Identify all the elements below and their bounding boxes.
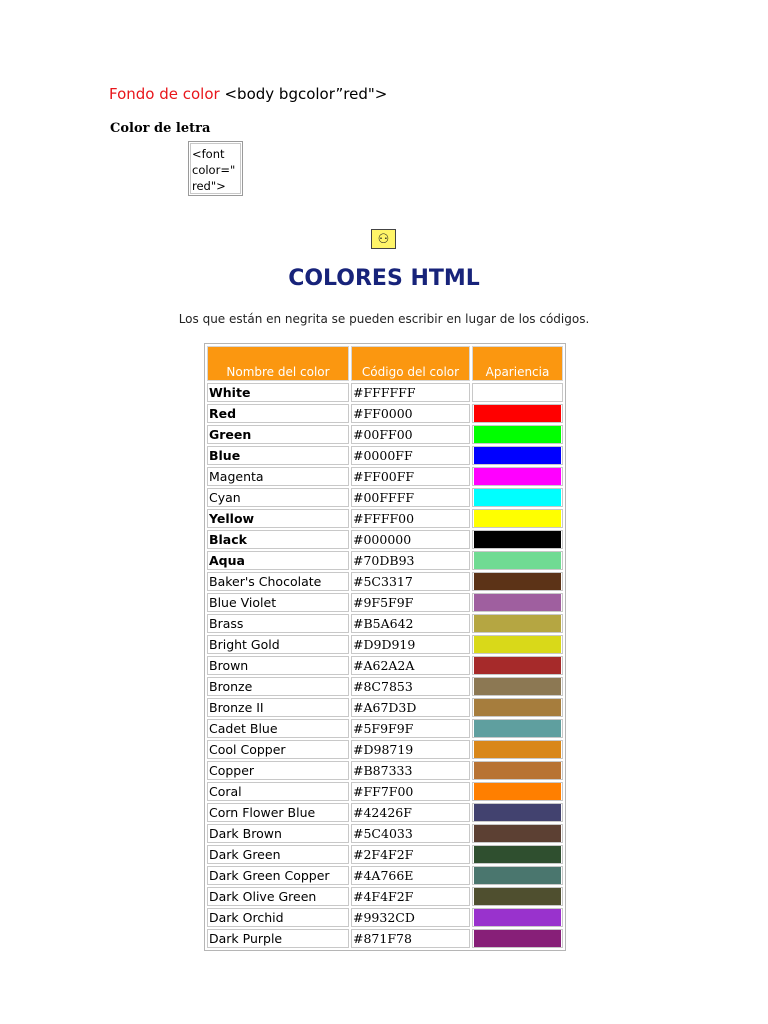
table-row xyxy=(207,908,563,927)
color-swatch-cell xyxy=(472,509,563,528)
color-code-cell: #871F78 xyxy=(351,929,470,948)
color-name-cell: Magenta xyxy=(207,467,349,486)
page-subtitle: Los que están en negrita se pueden escribir en lugar de los códigos. xyxy=(178,312,590,326)
colors-table xyxy=(204,343,566,951)
color-code-cell: #000000 xyxy=(351,530,470,549)
color-swatch-cell xyxy=(472,677,563,696)
color-code-cell: #4A766E xyxy=(351,866,470,885)
color-swatch xyxy=(474,720,561,737)
color-swatch xyxy=(474,657,561,674)
color-code-cell: #70DB93 xyxy=(351,551,470,570)
color-code-cell: #8C7853 xyxy=(351,677,470,696)
color-name-cell: Brass xyxy=(207,614,349,633)
color-name-cell: Baker's Chocolate xyxy=(207,572,349,591)
color-swatch-cell xyxy=(472,656,563,675)
color-name-cell: Corn Flower Blue xyxy=(207,803,349,822)
background-color-code: <body bgcolor”red"> xyxy=(224,85,388,103)
color-swatch-cell xyxy=(472,614,563,633)
color-name-cell: Coral xyxy=(207,782,349,801)
table-row xyxy=(207,866,563,885)
table-row xyxy=(207,509,563,528)
color-code-cell: #FF00FF xyxy=(351,467,470,486)
color-swatch xyxy=(474,825,561,842)
color-name-cell: Bright Gold xyxy=(207,635,349,654)
header-appearance: Apariencia xyxy=(472,346,563,381)
color-name-cell: Dark Olive Green xyxy=(207,887,349,906)
table-row xyxy=(207,593,563,612)
color-swatch xyxy=(474,846,561,863)
color-swatch xyxy=(474,741,561,758)
color-name-cell: Dark Purple xyxy=(207,929,349,948)
color-swatch xyxy=(474,636,561,653)
header-color-name: Nombre del color xyxy=(207,346,349,381)
color-code-cell: #5C4033 xyxy=(351,824,470,843)
color-swatch xyxy=(474,762,561,779)
table-row xyxy=(207,845,563,864)
color-name-cell: Copper xyxy=(207,761,349,780)
color-name-cell: Cadet Blue xyxy=(207,719,349,738)
table-row xyxy=(207,530,563,549)
color-swatch-cell xyxy=(472,635,563,654)
color-name-cell: Aqua xyxy=(207,551,349,570)
table-body xyxy=(207,383,563,948)
color-code-cell: #4F4F2F xyxy=(351,887,470,906)
table-row xyxy=(207,425,563,444)
color-name-cell: Dark Orchid xyxy=(207,908,349,927)
color-name-cell: Dark Green xyxy=(207,845,349,864)
table-row xyxy=(207,383,563,402)
background-color-line xyxy=(109,85,387,103)
color-swatch-cell xyxy=(472,887,563,906)
table-row xyxy=(207,782,563,801)
color-swatch xyxy=(474,510,561,527)
color-name-cell: Dark Green Copper xyxy=(207,866,349,885)
color-swatch-cell xyxy=(472,845,563,864)
color-swatch xyxy=(474,909,561,926)
color-swatch xyxy=(474,783,561,800)
color-code-cell: #9932CD xyxy=(351,908,470,927)
table-row xyxy=(207,404,563,423)
table-row xyxy=(207,446,563,465)
color-swatch xyxy=(474,804,561,821)
color-code-cell: #FF0000 xyxy=(351,404,470,423)
color-name-cell: Cyan xyxy=(207,488,349,507)
color-code-cell: #00FFFF xyxy=(351,488,470,507)
color-name-cell: Black xyxy=(207,530,349,549)
color-swatch xyxy=(474,468,561,485)
color-swatch-cell xyxy=(472,908,563,927)
color-swatch xyxy=(474,573,561,590)
color-code-cell: #5F9F9F xyxy=(351,719,470,738)
color-swatch-cell xyxy=(472,803,563,822)
color-code-cell: #2F4F2F xyxy=(351,845,470,864)
color-swatch-cell xyxy=(472,404,563,423)
table-row xyxy=(207,761,563,780)
header-color-code: Código del color xyxy=(351,346,470,381)
color-swatch xyxy=(474,699,561,716)
color-code-cell: #42426F xyxy=(351,803,470,822)
background-color-label: Fondo de color xyxy=(109,85,220,103)
color-swatch xyxy=(474,867,561,884)
color-code-cell: #00FF00 xyxy=(351,425,470,444)
table-row xyxy=(207,614,563,633)
color-swatch xyxy=(474,426,561,443)
color-name-cell: Blue xyxy=(207,446,349,465)
table-row xyxy=(207,572,563,591)
color-name-cell: Yellow xyxy=(207,509,349,528)
table-row xyxy=(207,467,563,486)
color-swatch-cell xyxy=(472,719,563,738)
color-swatch xyxy=(474,615,561,632)
color-name-cell: Bronze xyxy=(207,677,349,696)
color-swatch xyxy=(474,489,561,506)
color-code-cell: #9F5F9F xyxy=(351,593,470,612)
color-swatch xyxy=(474,531,561,548)
table-row xyxy=(207,803,563,822)
table-row xyxy=(207,635,563,654)
color-name-cell: Red xyxy=(207,404,349,423)
color-swatch-cell xyxy=(472,530,563,549)
color-code-cell: #5C3317 xyxy=(351,572,470,591)
color-swatch xyxy=(474,405,561,422)
table-row xyxy=(207,698,563,717)
color-code-cell: #A62A2A xyxy=(351,656,470,675)
table-row xyxy=(207,824,563,843)
font-code-text: <font color=" red"> xyxy=(190,143,241,194)
color-code-cell: #B87333 xyxy=(351,761,470,780)
page-title: COLORES HTML xyxy=(288,266,480,291)
table-row xyxy=(207,656,563,675)
table-header-row xyxy=(207,346,563,381)
color-swatch xyxy=(474,384,561,401)
color-swatch-cell xyxy=(472,929,563,948)
color-code-cell: #A67D3D xyxy=(351,698,470,717)
color-swatch xyxy=(474,552,561,569)
color-swatch-cell xyxy=(472,593,563,612)
color-name-cell: Blue Violet xyxy=(207,593,349,612)
toolbar-glyph-icon[interactable]: ⚇ xyxy=(371,229,396,249)
color-swatch-cell xyxy=(472,488,563,507)
color-swatch xyxy=(474,930,561,947)
color-name-cell: White xyxy=(207,383,349,402)
color-name-cell: Dark Brown xyxy=(207,824,349,843)
color-swatch-cell xyxy=(472,761,563,780)
color-swatch-cell xyxy=(472,572,563,591)
color-swatch xyxy=(474,678,561,695)
table-row xyxy=(207,929,563,948)
color-code-cell: #0000FF xyxy=(351,446,470,465)
color-name-cell: Brown xyxy=(207,656,349,675)
color-code-cell: #D9D919 xyxy=(351,635,470,654)
color-swatch-cell xyxy=(472,467,563,486)
table-row xyxy=(207,488,563,507)
color-swatch-cell xyxy=(472,698,563,717)
table-row xyxy=(207,719,563,738)
color-code-cell: #FFFFFF xyxy=(351,383,470,402)
font-code-box xyxy=(188,141,243,196)
color-swatch-cell xyxy=(472,383,563,402)
table-row xyxy=(207,551,563,570)
table-row xyxy=(207,740,563,759)
color-swatch-cell xyxy=(472,425,563,444)
color-swatch-cell xyxy=(472,824,563,843)
color-name-cell: Bronze II xyxy=(207,698,349,717)
color-code-cell: #FFFF00 xyxy=(351,509,470,528)
color-swatch xyxy=(474,594,561,611)
color-swatch-cell xyxy=(472,782,563,801)
color-swatch xyxy=(474,888,561,905)
color-code-cell: #FF7F00 xyxy=(351,782,470,801)
color-swatch-cell xyxy=(472,446,563,465)
color-name-cell: Cool Copper xyxy=(207,740,349,759)
color-name-cell: Green xyxy=(207,425,349,444)
color-code-cell: #B5A642 xyxy=(351,614,470,633)
table-row xyxy=(207,677,563,696)
font-color-heading: Color de letra xyxy=(110,121,211,136)
color-code-cell: #D98719 xyxy=(351,740,470,759)
color-swatch xyxy=(474,447,561,464)
color-swatch-cell xyxy=(472,551,563,570)
table-row xyxy=(207,887,563,906)
color-swatch-cell xyxy=(472,740,563,759)
color-swatch-cell xyxy=(472,866,563,885)
